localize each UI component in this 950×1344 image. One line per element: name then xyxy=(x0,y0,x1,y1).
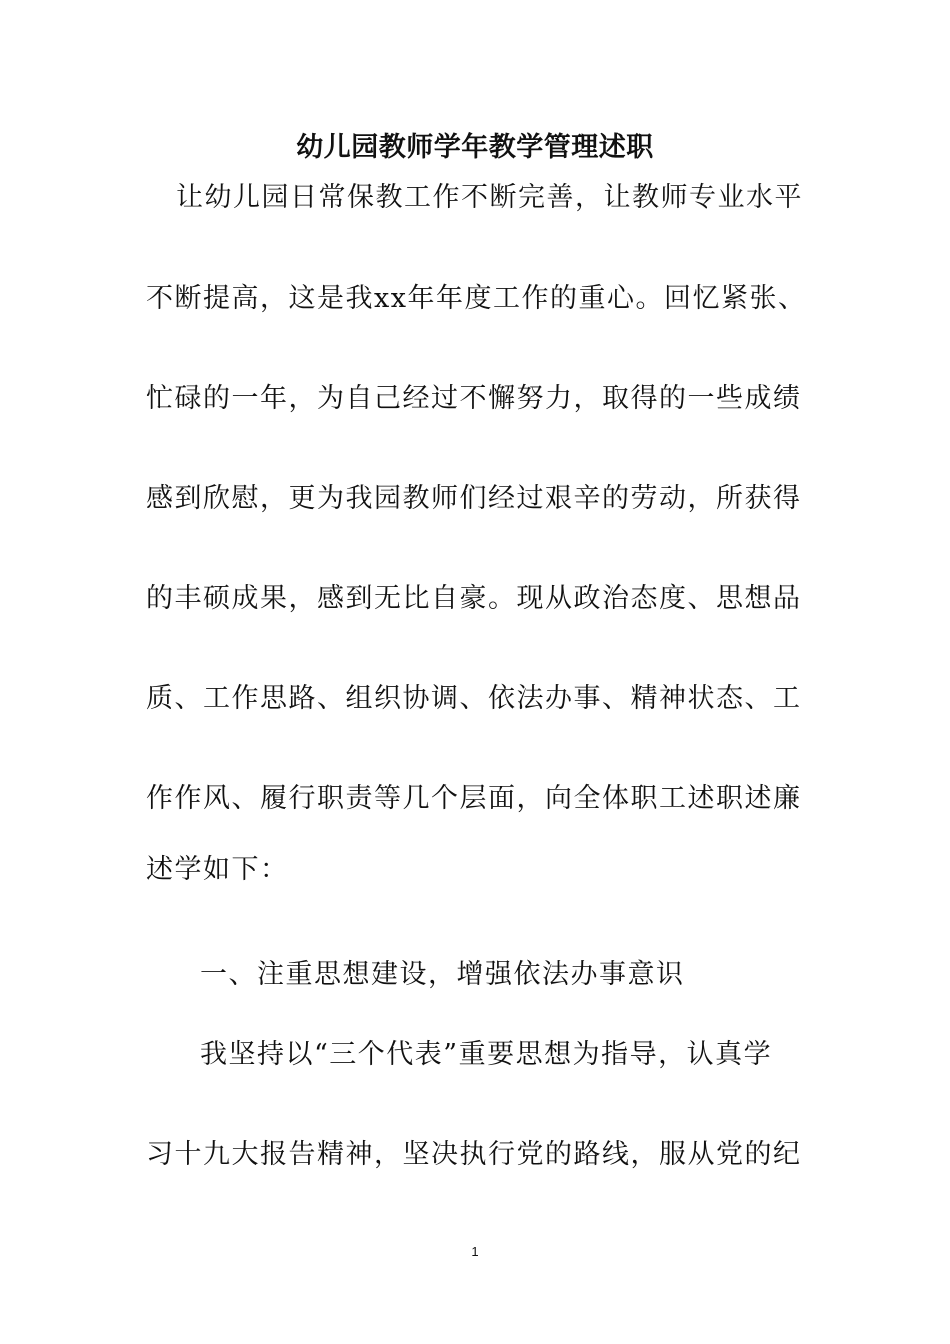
paragraph-line: 作作风、履行职责等几个层面，向全体职工述职述廉 xyxy=(146,783,802,814)
paragraph-line: 不断提高，这是我xx年年度工作的重心。回忆紧张、 xyxy=(146,283,807,314)
paragraph-line: 感到欣慰，更为我园教师们经过艰辛的劳动，所获得 xyxy=(146,483,802,514)
paragraph-line: 让幼儿园日常保教工作不断完善，让教师专业水平 xyxy=(176,182,803,213)
document-title: 幼儿园教师学年教学管理述职 xyxy=(296,132,654,163)
paragraph-line: 质、工作思路、组织协调、依法办事、精神状态、工 xyxy=(146,683,802,714)
section-heading: 一、注重思想建设，增强依法办事意识 xyxy=(200,959,685,990)
page-number: 1 xyxy=(471,1244,479,1259)
paragraph-line: 习十九大报告精神，坚决执行党的路线，服从党的纪 xyxy=(146,1139,802,1170)
paragraph-line: 我坚持以“三个代表”重要思想为指导，认真学 xyxy=(200,1039,773,1070)
paragraph-line: 忙碌的一年，为自己经过不懈努力，取得的一些成绩 xyxy=(146,383,802,414)
paragraph-line: 的丰硕成果，感到无比自豪。现从政治态度、思想品 xyxy=(146,583,802,614)
paragraph-line: 述学如下： xyxy=(146,854,289,885)
